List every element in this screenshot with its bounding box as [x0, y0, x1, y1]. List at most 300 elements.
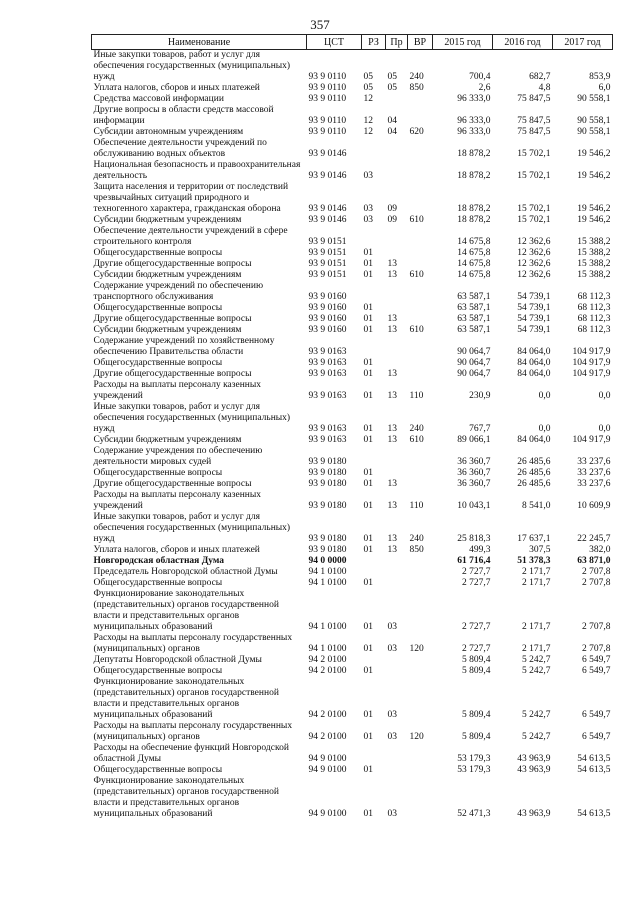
row-2016: 17 637,1: [517, 534, 551, 544]
row-vr: [408, 358, 433, 369]
row-pr: [386, 303, 408, 314]
row-vr: [408, 655, 433, 666]
row-vr: 610: [409, 270, 424, 280]
row-2016: 682,7: [529, 72, 551, 82]
row-vr: 120: [409, 732, 424, 742]
row-2015: 499,3: [469, 545, 491, 555]
row-vr: 240: [409, 72, 424, 82]
row-cst: 93 9 0110: [308, 116, 347, 126]
row-cst: 93 9 0163: [308, 424, 347, 434]
table-row: [92, 479, 613, 490]
row-cst: 93 9 0146: [308, 149, 347, 159]
row-2015: 2 727,7: [462, 567, 491, 577]
row-cst: 93 9 0151: [308, 237, 347, 247]
row-2017: 2 707,8: [582, 567, 611, 577]
row-rz: 01: [363, 435, 373, 445]
row-cst: 94 2 0100: [308, 732, 347, 742]
row-name: Другие общегосударственные вопросы: [93, 314, 252, 324]
row-2016: 54 739,1: [517, 303, 551, 313]
row-name: Расходы на выплаты персоналу государственных (муниципальных) органов: [93, 721, 293, 742]
row-vr: 610: [409, 325, 424, 335]
row-cst: 93 9 0110: [308, 72, 347, 82]
row-vr: 120: [409, 644, 424, 654]
row-rz: 01: [363, 468, 373, 478]
col-header-vr: ВР: [408, 35, 433, 50]
row-2017: 382,0: [589, 545, 611, 555]
row-pr: 13: [387, 369, 397, 379]
row-2017: 54 613,5: [577, 765, 611, 775]
row-rz: 12: [363, 94, 373, 104]
row-rz: 01: [363, 622, 373, 632]
row-pr: 09: [387, 215, 397, 225]
table-row: [92, 358, 613, 369]
row-pr: [386, 666, 408, 677]
row-cst: 94 9 0100: [308, 754, 347, 764]
row-2016: 8 541,0: [522, 501, 551, 511]
row-rz: 03: [363, 215, 373, 225]
row-name: Иные закупки товаров, работ и услуг для обеспечения государственных (муниципальных) нужд: [93, 402, 291, 434]
row-2015: 2 727,7: [462, 622, 491, 632]
row-pr: 05: [387, 72, 397, 82]
row-rz: 01: [363, 732, 373, 742]
table-row: [92, 468, 613, 479]
row-name: Функционирование законодательных (представительных) органов государственной власти и представительных органов муниципальных образований: [93, 677, 279, 720]
row-cst: 93 9 0151: [308, 248, 347, 258]
col-header-rz: РЗ: [362, 35, 386, 50]
row-rz: 01: [363, 545, 373, 555]
row-pr: [386, 556, 408, 567]
row-2015: 767,7: [469, 424, 491, 434]
row-name: Содержание учреждения по обеспечению деятельности мировых судей: [93, 446, 263, 467]
row-name: Другие общегосударственные вопросы: [93, 479, 252, 489]
row-name: Расходы на выплаты персоналу казенных учреждений: [93, 490, 262, 511]
row-2017: 0,0: [598, 391, 611, 401]
row-2016: 2 171,7: [522, 567, 551, 577]
row-rz: [362, 556, 386, 567]
table-row: [92, 743, 613, 765]
row-name: Уплата налогов, сборов и иных платежей: [93, 545, 260, 555]
row-pr: [386, 468, 408, 479]
table-row: [92, 105, 613, 127]
row-rz: 01: [363, 303, 373, 313]
table-row: [92, 578, 613, 589]
row-pr: [386, 281, 408, 303]
row-2017: 68 112,3: [577, 325, 611, 335]
row-2017: 19 546,2: [577, 204, 611, 214]
table-row: [92, 248, 613, 259]
row-name: Средства массовой информации: [93, 94, 224, 104]
budget-table: [91, 34, 613, 820]
row-vr: [408, 138, 433, 160]
row-pr: 04: [387, 116, 397, 126]
row-2016: 26 485,6: [517, 457, 551, 467]
row-name: Общегосударственные вопросы: [93, 578, 223, 588]
table-row: [92, 721, 613, 743]
table-row: [92, 677, 613, 721]
row-2015: 5 809,4: [462, 655, 491, 665]
table-row: [92, 270, 613, 281]
row-vr: 850: [409, 83, 424, 93]
row-2017: 90 558,1: [577, 116, 611, 126]
col-header-pr: Пр: [386, 35, 408, 50]
row-2016: 15 702,1: [517, 149, 551, 159]
row-2015: 25 818,3: [457, 534, 491, 544]
row-2016: 307,5: [529, 545, 551, 555]
row-2016: 0,0: [538, 424, 551, 434]
row-2017: 90 558,1: [577, 127, 611, 137]
row-cst: 93 9 0160: [308, 325, 347, 335]
row-pr: 03: [387, 710, 397, 720]
row-cst: 94 2 0100: [308, 710, 347, 720]
table-row: [92, 325, 613, 336]
row-rz: [362, 138, 386, 160]
row-2016: 26 485,6: [517, 479, 551, 489]
row-rz: 01: [363, 578, 373, 588]
table-row: [92, 556, 613, 567]
table-row: [92, 446, 613, 468]
row-pr: 09: [387, 204, 397, 214]
row-name: Субсидии бюджетным учреждениям: [93, 270, 242, 280]
table-body: [92, 50, 613, 821]
row-2017: 19 546,2: [577, 215, 611, 225]
row-name: Расходы на выплаты персоналу казенных учреждений: [93, 380, 262, 401]
row-2015: 53 179,3: [457, 765, 491, 775]
row-2015: 36 360,7: [457, 468, 491, 478]
row-2016: 12 362,6: [517, 259, 551, 269]
row-vr: [408, 743, 433, 765]
row-vr: 110: [409, 391, 424, 401]
table-row: [92, 94, 613, 105]
table-header-row: [92, 35, 613, 50]
row-pr: 03: [387, 809, 397, 819]
row-2015: 18 878,2: [457, 215, 491, 225]
row-pr: 03: [387, 644, 397, 654]
row-2015: 89 066,1: [457, 435, 491, 445]
row-name: Общегосударственные вопросы: [93, 765, 223, 775]
row-2016: 54 739,1: [517, 292, 551, 302]
row-pr: [386, 94, 408, 105]
row-vr: [408, 336, 433, 358]
row-2017: 2 707,8: [582, 578, 611, 588]
table-row: [92, 567, 613, 578]
row-rz: 05: [363, 72, 373, 82]
row-cst: 93 9 0151: [308, 270, 347, 280]
row-vr: 240: [409, 424, 424, 434]
row-rz: 01: [363, 666, 373, 676]
row-2017: 19 546,2: [577, 149, 611, 159]
row-2016: 43 963,9: [517, 765, 551, 775]
row-pr: 13: [387, 259, 397, 269]
row-2015: 90 064,7: [457, 369, 491, 379]
row-2015: 36 360,7: [457, 479, 491, 489]
row-pr: 03: [387, 732, 397, 742]
table-row: [92, 655, 613, 666]
row-rz: 12: [363, 127, 373, 137]
row-pr: 13: [387, 314, 397, 324]
row-name: Расходы на выплаты персоналу государственных (муниципальных) органов: [93, 633, 293, 654]
row-name: Председатель Новгородской областной Думы: [93, 567, 278, 577]
row-2015: 96 333,0: [457, 94, 491, 104]
table-row: [92, 138, 613, 160]
row-2015: 10 043,1: [457, 501, 491, 511]
row-2016: 15 702,1: [517, 204, 551, 214]
row-rz: 01: [363, 534, 373, 544]
row-2016: 75 847,5: [517, 127, 551, 137]
row-pr: 04: [387, 127, 397, 137]
row-cst: 93 9 0163: [308, 358, 347, 368]
row-2016: 84 064,0: [517, 369, 551, 379]
row-pr: 13: [387, 501, 397, 511]
row-2017: 15 388,2: [577, 259, 611, 269]
row-2016: 2 171,7: [522, 622, 551, 632]
row-rz: 01: [363, 765, 373, 775]
row-2017: 104 917,9: [572, 369, 611, 379]
row-cst: 93 9 0163: [308, 369, 347, 379]
row-vr: 110: [409, 501, 424, 511]
col-header-cst: ЦСТ: [307, 35, 362, 50]
row-rz: 05: [363, 83, 373, 93]
row-pr: [386, 248, 408, 259]
row-cst: 94 1 0100: [308, 578, 347, 588]
row-2016: 4,8: [538, 83, 551, 93]
row-vr: [408, 226, 433, 248]
row-pr: [386, 765, 408, 776]
row-2017: 68 112,3: [577, 314, 611, 324]
row-2016: 84 064,0: [517, 347, 551, 357]
row-2017: 68 112,3: [577, 292, 611, 302]
row-vr: [408, 479, 433, 490]
row-rz: 01: [363, 644, 373, 654]
row-2015: 14 675,8: [457, 259, 491, 269]
row-2016: 43 963,9: [517, 754, 551, 764]
row-cst: 93 9 0146: [308, 215, 347, 225]
row-cst: 93 9 0163: [308, 347, 347, 357]
table-row: [92, 50, 613, 84]
row-name: Функционирование законодательных (представительных) органов государственной власти и представительных органов муниципальных образований: [93, 776, 279, 819]
row-pr: [386, 446, 408, 468]
row-2017: 6,0: [598, 83, 611, 93]
col-header-2015: 2015 год: [433, 35, 493, 50]
row-2016: 75 847,5: [517, 116, 551, 126]
row-cst: 93 9 0110: [308, 94, 347, 104]
row-rz: 12: [363, 116, 373, 126]
row-vr: [408, 567, 433, 578]
row-2015: 90 064,7: [457, 347, 491, 357]
table-row: [92, 281, 613, 303]
row-2016: 43 963,9: [517, 809, 551, 819]
row-name: Депутаты Новгородской областной Думы: [93, 655, 262, 665]
row-vr: 620: [409, 127, 424, 137]
row-pr: [386, 160, 408, 182]
table-row: [92, 314, 613, 325]
row-rz: 03: [363, 204, 373, 214]
row-2016: 5 242,7: [522, 732, 551, 742]
row-2017: 6 549,7: [582, 655, 611, 665]
row-name: Субсидии бюджетным учреждениям: [93, 215, 242, 225]
row-cst: 93 9 0180: [308, 457, 347, 467]
row-2017: 2 707,8: [582, 644, 611, 654]
row-rz: 01: [363, 248, 373, 258]
row-2015: 5 809,4: [462, 666, 491, 676]
row-2017: 54 613,5: [577, 809, 611, 819]
row-vr: 610: [409, 215, 424, 225]
row-vr: [408, 776, 433, 820]
row-2015: 61 716,4: [457, 556, 491, 566]
row-name: Иные закупки товаров, работ и услуг для обеспечения государственных (муниципальных) нужд: [93, 50, 291, 82]
row-2015: 230,9: [469, 391, 491, 401]
row-name: Функционирование законодательных (представительных) органов государственной власти и представительных органов муниципальных образований: [93, 589, 279, 632]
row-pr: 13: [387, 270, 397, 280]
row-2015: 63 587,1: [457, 292, 491, 302]
row-name: Общегосударственные вопросы: [93, 358, 223, 368]
row-vr: [408, 677, 433, 721]
row-cst: 93 9 0160: [308, 314, 347, 324]
row-2016: 12 362,6: [517, 270, 551, 280]
row-rz: 01: [363, 270, 373, 280]
row-cst: 93 9 0146: [308, 171, 347, 181]
row-2017: 33 237,6: [577, 479, 611, 489]
row-2016: 75 847,5: [517, 94, 551, 104]
table-row: [92, 776, 613, 820]
table-row: [92, 545, 613, 556]
row-cst: 93 9 0146: [308, 204, 347, 214]
row-2015: 63 587,1: [457, 303, 491, 313]
row-2016: 5 242,7: [522, 710, 551, 720]
row-2015: 90 064,7: [457, 358, 491, 368]
row-vr: [408, 248, 433, 259]
row-name: Общегосударственные вопросы: [93, 468, 223, 478]
row-2015: 18 878,2: [457, 204, 491, 214]
row-rz: 01: [363, 369, 373, 379]
row-2017: 15 388,2: [577, 237, 611, 247]
row-cst: 93 9 0160: [308, 292, 347, 302]
row-2017: 104 917,9: [572, 435, 611, 445]
table-row: [92, 512, 613, 545]
row-vr: [408, 369, 433, 380]
row-vr: [408, 468, 433, 479]
row-2015: 14 675,8: [457, 237, 491, 247]
row-2017: 54 613,5: [577, 754, 611, 764]
row-2016: 51 378,3: [517, 556, 551, 566]
row-2015: 2 727,7: [462, 644, 491, 654]
row-2015: 96 333,0: [457, 127, 491, 137]
table-row: [92, 259, 613, 270]
row-2016: 15 702,1: [517, 215, 551, 225]
row-name: Новгородская областная Дума: [93, 556, 225, 566]
row-2017: 853,9: [589, 72, 611, 82]
row-2015: 63 587,1: [457, 314, 491, 324]
row-cst: 93 9 0180: [308, 479, 347, 489]
row-pr: 13: [387, 424, 397, 434]
table-row: [92, 336, 613, 358]
row-rz: 01: [363, 424, 373, 434]
row-rz: [362, 446, 386, 468]
row-vr: [408, 446, 433, 468]
row-2017: 33 237,6: [577, 468, 611, 478]
row-2017: 0,0: [598, 424, 611, 434]
row-2017: 104 917,9: [572, 347, 611, 357]
row-vr: [408, 589, 433, 633]
table-row: [92, 226, 613, 248]
row-pr: 13: [387, 479, 397, 489]
row-vr: [408, 259, 433, 270]
row-cst: 93 9 0151: [308, 259, 347, 269]
row-cst: 94 0 0000: [308, 556, 347, 566]
row-2017: 68 112,3: [577, 303, 611, 313]
table-row: [92, 380, 613, 402]
row-vr: [408, 281, 433, 303]
row-cst: 93 9 0163: [308, 391, 347, 401]
row-2017: 90 558,1: [577, 94, 611, 104]
row-name: Общегосударственные вопросы: [93, 666, 223, 676]
row-2015: 53 179,3: [457, 754, 491, 764]
row-rz: 01: [363, 501, 373, 511]
row-2017: 2 707,8: [582, 622, 611, 632]
table-row: [92, 490, 613, 512]
row-name: Другие общегосударственные вопросы: [93, 369, 252, 379]
row-cst: 94 1 0100: [308, 567, 347, 577]
row-pr: 05: [387, 83, 397, 93]
row-cst: 93 9 0180: [308, 545, 347, 555]
row-2016: 54 739,1: [517, 314, 551, 324]
row-name: Субсидии бюджетным учреждениям: [93, 325, 242, 335]
row-vr: [408, 303, 433, 314]
row-pr: [386, 578, 408, 589]
row-name: Иные закупки товаров, работ и услуг для обеспечения государственных (муниципальных) нужд: [93, 512, 291, 544]
table-row: [92, 589, 613, 633]
row-vr: [408, 765, 433, 776]
row-cst: 94 9 0100: [308, 765, 347, 775]
col-header-2016: 2016 год: [493, 35, 553, 50]
row-cst: 93 9 0180: [308, 534, 347, 544]
row-name: Субсидии бюджетным учреждениям: [93, 435, 242, 445]
row-2015: 52 471,3: [457, 809, 491, 819]
row-pr: 13: [387, 391, 397, 401]
row-2015: 14 675,8: [457, 270, 491, 280]
row-2016: 84 064,0: [517, 435, 551, 445]
table-row: [92, 369, 613, 380]
row-2015: 96 333,0: [457, 116, 491, 126]
row-2015: 14 675,8: [457, 248, 491, 258]
row-2015: 5 809,4: [462, 732, 491, 742]
table-row: [92, 666, 613, 677]
row-name: Национальная безопасность и правоохранительная деятельность: [93, 160, 301, 181]
row-cst: 93 9 0163: [308, 435, 347, 445]
row-cst: 94 1 0100: [308, 644, 347, 654]
row-pr: [386, 226, 408, 248]
table-row: [92, 765, 613, 776]
row-2015: 36 360,7: [457, 457, 491, 467]
row-cst: 94 1 0100: [308, 622, 347, 632]
row-pr: 03: [387, 622, 397, 632]
row-vr: 240: [409, 534, 424, 544]
col-header-name: Наименование: [92, 35, 307, 50]
row-cst: 94 9 0100: [308, 809, 347, 819]
row-vr: [408, 105, 433, 127]
row-rz: 01: [363, 809, 373, 819]
row-rz: [362, 567, 386, 578]
row-name: Уплата налогов, сборов и иных платежей: [93, 83, 260, 93]
row-2017: 6 549,7: [582, 710, 611, 720]
row-name: Субсидии автономным учреждениям: [93, 127, 244, 137]
row-rz: 01: [363, 259, 373, 269]
row-pr: [386, 336, 408, 358]
row-vr: [408, 578, 433, 589]
row-vr: [408, 666, 433, 677]
row-2015: 2,6: [478, 83, 491, 93]
row-2016: 15 702,1: [517, 171, 551, 181]
row-rz: [362, 281, 386, 303]
